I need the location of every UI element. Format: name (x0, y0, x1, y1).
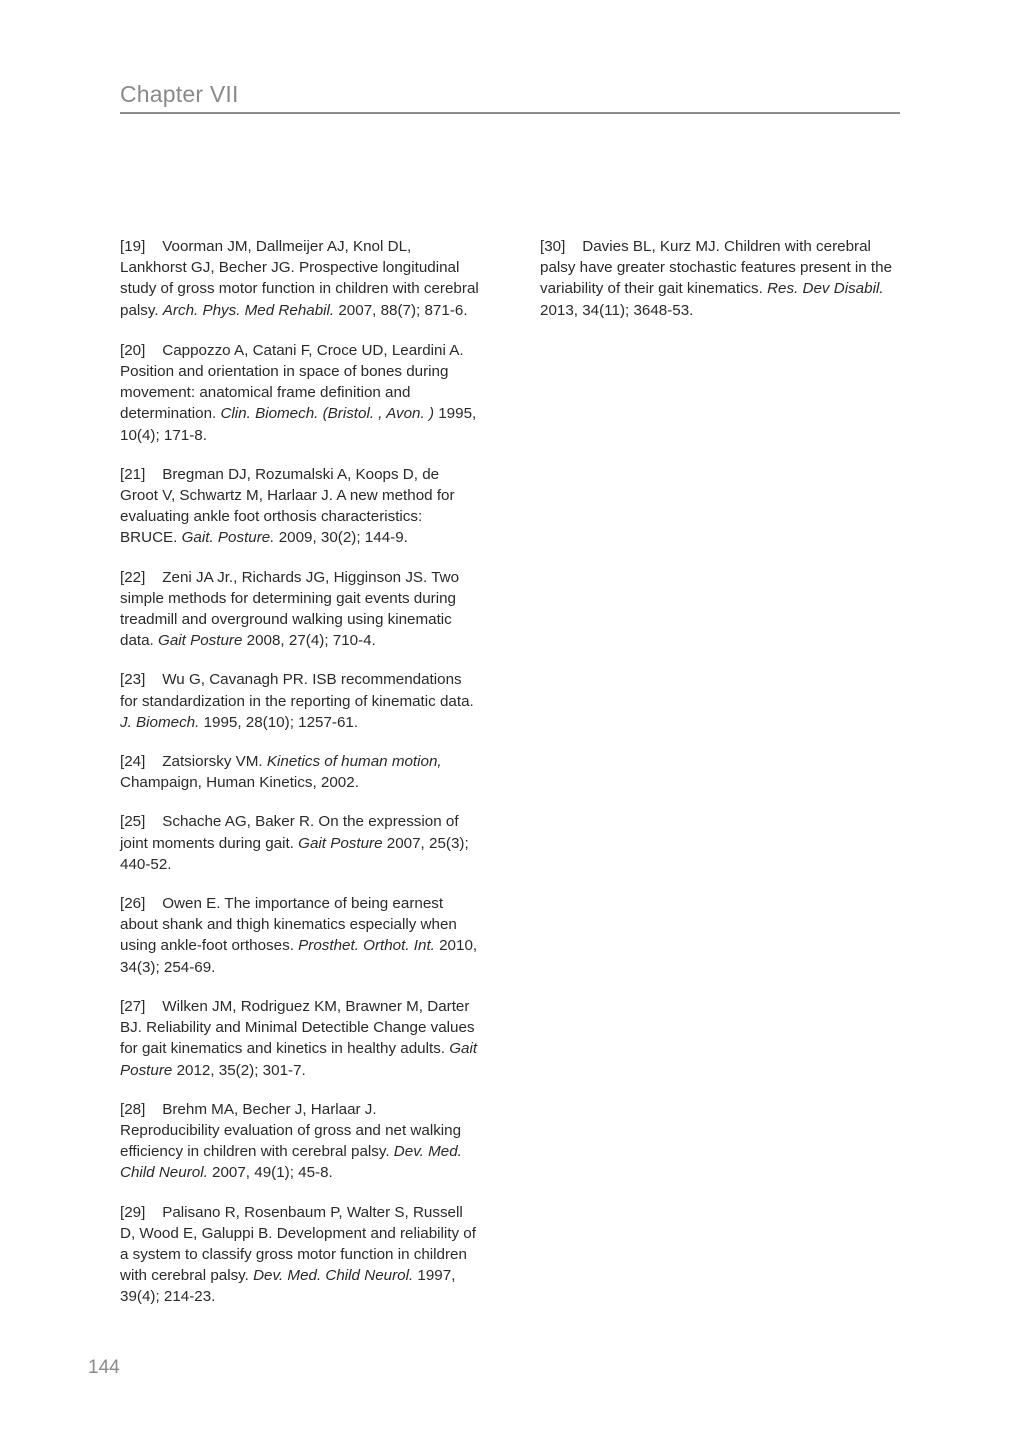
chapter-header (120, 80, 900, 114)
reference-text: Wu G, Cavanagh PR. ISB recommendations for standardization in the reporting of kinematic data. (120, 671, 474, 710)
reference-item (120, 340, 480, 446)
reference-item (120, 751, 480, 793)
reference-journal: Gait Posture (158, 632, 243, 650)
reference-journal: Gait. Posture. (181, 529, 275, 547)
reference-item (120, 669, 480, 733)
reference-citation: 2008, 27(4); 710-4. (242, 632, 376, 650)
reference-text: Zatsiorsky VM. (162, 753, 267, 771)
reference-journal: Gait Posture (120, 1040, 478, 1079)
reference-journal: Kinetics of human motion, (266, 753, 442, 771)
reference-item (120, 236, 480, 321)
reference-citation: 2007, 49(1); 45-8. (207, 1164, 333, 1182)
reference-number: [20] (120, 341, 146, 359)
reference-number: [19] (120, 238, 146, 255)
reference-journal: Clin. Biomech. (Bristol. , Avon. ) (220, 405, 435, 423)
reference-text: Bregman DJ, Rozumalski A, Koops D, de Groot V, Schwartz M, Harlaar J. A new method for evaluating ankle foot orthosis characteristics: BRUCE. (120, 465, 455, 547)
reference-text: Cappozzo A, Catani F, Croce UD, Leardini A. Position and orientation in space of bones during movement: anatomical frame definition and determination. (120, 341, 464, 423)
reference-text: Brehm MA, Becher J, Harlaar J. Reproducibility evaluation of gross and net walking efficiency in children with cerebral palsy. (120, 1100, 462, 1161)
reference-number: [23] (120, 671, 146, 689)
reference-number: [28] (120, 1100, 146, 1118)
reference-text: Davies BL, Kurz MJ. Children with cerebral palsy have greater stochastic features present in the variability of their gait kinematics. (540, 238, 893, 298)
reference-number: [25] (120, 813, 146, 831)
reference-number: [24] (120, 753, 146, 771)
references-column-left (120, 236, 480, 1308)
reference-citation: 1997, 39(4); 214-23. (120, 1267, 456, 1306)
reference-number: [21] (120, 465, 146, 483)
reference-citation: 1995, 10(4); 171-8. (120, 405, 477, 444)
reference-citation: Champaign, Human Kinetics, 2002. (120, 774, 359, 792)
reference-text: Voorman JM, Dallmeijer AJ, Knol DL, Lankhorst GJ, Becher JG. Prospective longitudinal study of gross motor function in children with cerebral palsy. (120, 238, 479, 319)
reference-citation: 2007, 88(7); 871-6. (334, 301, 468, 319)
chapter-title: Chapter VII (120, 81, 239, 107)
reference-text: Zeni JA Jr., Richards JG, Higginson JS. Two simple methods for determining gait events during treadmill and overground walking using kinematic data. (120, 568, 460, 650)
reference-item (120, 811, 480, 875)
reference-citation: 2009, 30(2); 144-9. (274, 529, 408, 547)
reference-journal: Res. Dev Disabil. (767, 280, 884, 298)
reference-number: [27] (120, 997, 146, 1015)
reference-item (540, 236, 900, 321)
reference-journal: Gait Posture (298, 834, 383, 852)
reference-citation: 2007, 25(3); 440-52. (120, 834, 469, 873)
reference-text: Owen E. The importance of being earnest about shank and thigh kinematics especially when using ankle-foot orthoses. (120, 895, 457, 955)
reference-text: Schache AG, Baker R. On the expression of joint moments during gait. (120, 813, 459, 852)
reference-text: Palisano R, Rosenbaum P, Walter S, Russell D, Wood E, Galuppi B. Development and reliability of a system to classify gross motor function in children with cerebral palsy. (120, 1203, 476, 1285)
reference-citation: 2012, 35(2); 301-7. (172, 1061, 306, 1079)
reference-journal: J. Biomech. (120, 713, 200, 731)
reference-item (120, 1202, 480, 1308)
page-number: 144 (88, 1357, 120, 1378)
reference-item (120, 464, 480, 549)
reference-journal: Dev. Med. Child Neurol. (253, 1267, 414, 1285)
reference-journal: Dev. Med. Child Neurol. (120, 1143, 462, 1182)
reference-citation: 2013, 34(11); 3648-53. (540, 301, 694, 319)
reference-item (120, 567, 480, 652)
reference-citation: 1995, 28(10); 1257-61. (199, 713, 359, 731)
references-column-right (540, 236, 900, 321)
reference-item (120, 893, 480, 978)
reference-item (120, 1099, 480, 1184)
reference-number: [29] (120, 1203, 146, 1221)
reference-number: [26] (120, 895, 146, 913)
reference-item (120, 996, 480, 1081)
reference-number: [30] (540, 238, 566, 255)
reference-text: Wilken JM, Rodriguez KM, Brawner M, Darter BJ. Reliability and Minimal Detectible Change values for gait kinematics and kinetics in healthy adults. (120, 997, 475, 1058)
reference-journal: Prosthet. Orthot. Int. (298, 937, 435, 955)
reference-number: [22] (120, 568, 146, 586)
reference-citation: 2010, 34(3); 254-69. (120, 937, 478, 976)
reference-journal: Arch. Phys. Med Rehabil. (162, 301, 335, 319)
